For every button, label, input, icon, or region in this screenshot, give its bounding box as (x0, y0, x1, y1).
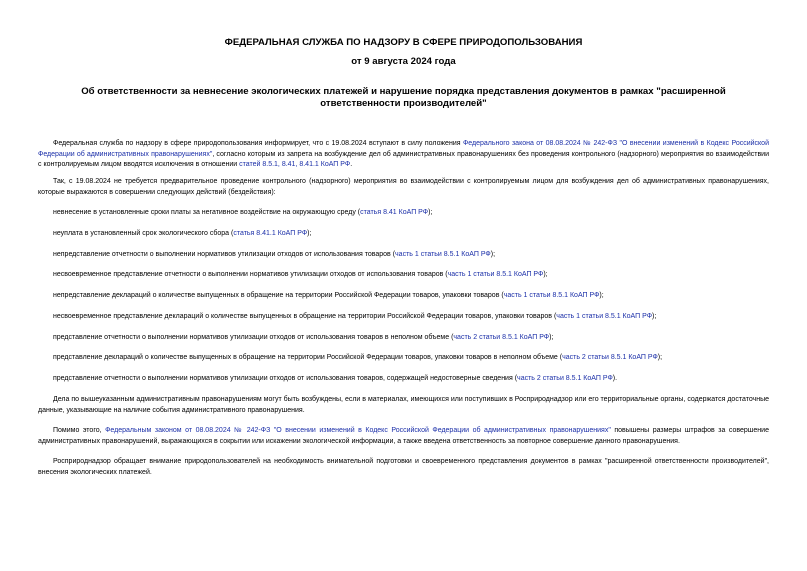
article-link[interactable]: часть 2 статьи 8.5.1 КоАП РФ (517, 375, 613, 382)
list-item: невнесение в установленные сроки платы за негативное воздействие на окружающую среду (статья 8.41 КоАП РФ); (53, 209, 433, 216)
document-date: от 9 августа 2024 года (351, 56, 456, 67)
intro-text-1: Федеральная служба по надзору в сфере природопользования информирует, что с 19.08.2024 вступают в силу положения (53, 140, 463, 147)
article-link[interactable]: статья 8.41.1 КоАП РФ (233, 230, 308, 237)
article-link[interactable]: часть 2 статьи 8.5.1 КоАП РФ (453, 334, 550, 341)
paragraph-actions-intro: Так, с 19.08.2024 не требуется предварительное проведение контрольного (надзорного) мероприятия во взаимодействии с контролируемым лицом для возбуждения дел об административных правонарушениях, которые выражаются в совершении следующих действий (бездействия): (38, 178, 769, 196)
agency-heading: ФЕДЕРАЛЬНАЯ СЛУЖБА ПО НАДЗОРУ В СФЕРЕ ПРИРОДОПОЛЬЗОВАНИЯ (224, 37, 583, 48)
article-link[interactable]: часть 1 статьи 8.5.1 КоАП РФ (447, 271, 544, 278)
article-link[interactable]: часть 2 статьи 8.5.1 КоАП РФ (562, 354, 658, 361)
paragraph-grounds: Дела по вышеуказанным административным правонарушениям могут быть возбуждены, если в материалах, имеющихся или поступивших в Росприроднадзор или его территориальные органы, содержатся достаточные данные, указывающие на наличие события административного правонарушения. (38, 396, 769, 414)
intro-text-3: . (350, 161, 353, 169)
fines-text-1: Помимо этого, (53, 427, 106, 434)
articles-link[interactable]: статей 8.5.1, 8.41, 8.41.1 КоАП РФ (239, 161, 351, 169)
list-item: представление деклараций о количестве выпущенных в обращение на территории Российской Федерации товаров, упаковки товаров в неполном объеме (часть 2 статьи 8.5.1 КоАП РФ); (53, 354, 663, 361)
intro-text-2: , согласно которым из запрета на возбуждение дел об административных правонарушениях без проведения контрольного (надзорного) мероприятия во взаимодействии с контролируемым лицом вводятся исключения в отношении (38, 150, 769, 169)
article-link[interactable]: часть 1 статьи 8.5.1 КоАП РФ (395, 251, 491, 258)
list-item: представление отчетности о выполнении нормативов утилизации отходов от использования товаров в неполном объеме (часть 2 статьи 8.5.1 КоАП РФ); (53, 334, 554, 341)
paragraph-fines (38, 426, 769, 447)
article-link[interactable]: статья 8.41 КоАП РФ (360, 209, 429, 216)
list-item: представление отчетности о выполнении нормативов утилизации отходов от использования товаров, содержащей недостоверные сведения (часть 2 статьи 8.5.1 КоАП РФ). (53, 375, 618, 382)
fines-text-2: повышены размеры штрафов за совершение административных правонарушений, выражающихся в сокрытии или искажении экологической информации, а также введена ответственность за повторное совершение данного правонарушения. (38, 427, 769, 445)
list-item: непредставление деклараций о количестве выпущенных в обращение на территории Российской Федерации товаров, упаковки товаров (часть 1 статьи 8.5.1 КоАП РФ); (53, 292, 604, 299)
law-242-fz-link[interactable]: Федерального закона от 08.08.2024 № 242-ФЗ "О внесении изменений в Кодекс Российской Федерации об административных правонарушениях" (38, 140, 769, 158)
list-item: непредставление отчетности о выполнении нормативов утилизации отходов от использования товаров (часть 1 статьи 8.5.1 КоАП РФ); (53, 251, 496, 258)
document-subject: Об ответственности за невнесение экологических платежей и нарушение порядка представления документов в рамках "расширенной ответственности производителей" (81, 86, 726, 109)
paragraph-intro (38, 139, 769, 171)
list-item: неуплата в установленный срок экологического сбора (статья 8.41.1 КоАП РФ); (53, 230, 312, 237)
article-link[interactable]: часть 1 статьи 8.5.1 КоАП РФ (503, 292, 600, 299)
list-item: несвоевременное представление деклараций о количестве выпущенных в обращение на территории Российской Федерации товаров, упаковки товаров (часть 1 статьи 8.5.1 КоАП РФ); (53, 313, 657, 320)
article-link[interactable]: часть 1 статьи 8.5.1 КоАП РФ (556, 313, 653, 320)
list-item: несвоевременное представление отчетности о выполнении нормативов утилизации отходов от использования товаров (часть 1 статьи 8.5.1 КоАП РФ); (53, 271, 548, 278)
paragraph-notice: Росприроднадзор обращает внимание природопользователей на необходимость внимательной подготовки и своевременного представления документов в рамках "расширенной ответственности производителей", внесения экологических платежей. (38, 458, 769, 476)
law-242-fz-link-2[interactable]: Федеральным законом от 08.08.2024 № 242-ФЗ "О внесении изменений в Кодекс Российской Федерации об административных правонарушениях" (105, 427, 611, 434)
